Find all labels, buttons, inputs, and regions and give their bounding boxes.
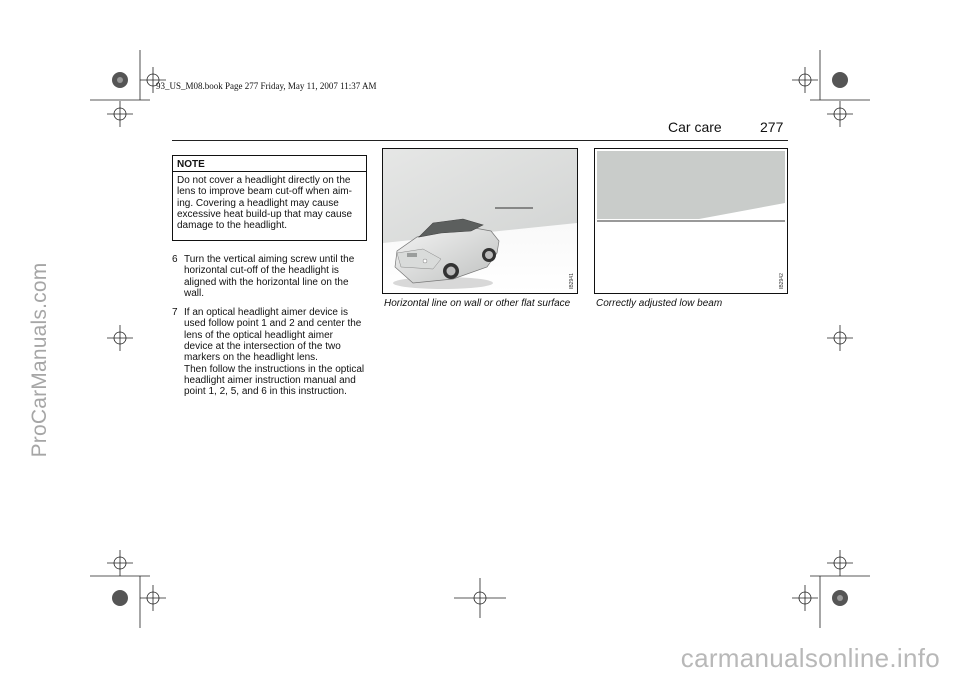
note-line: ing. Covering a headlight may cause bbox=[177, 197, 339, 209]
crosshair-icon bbox=[454, 578, 506, 618]
step-line: markers on the headlight lens. bbox=[184, 352, 318, 364]
step-line: Turn the vertical aiming screw until the bbox=[184, 254, 355, 265]
note-line: Do not cover a headlight directly on the bbox=[177, 175, 351, 186]
bottom-watermark: carmanualsonline.info bbox=[680, 643, 940, 673]
step-line: used follow point 1 and 2 and center the bbox=[184, 318, 362, 330]
step-number: 6 bbox=[172, 254, 178, 265]
figure-code: IB2941 bbox=[569, 273, 575, 289]
crosshair-icon bbox=[827, 101, 853, 127]
corner-dot-icon bbox=[112, 72, 128, 88]
step-line: horizontal cut-off of the headlight is bbox=[184, 265, 339, 277]
crosshair-icon bbox=[107, 550, 133, 576]
step-line: Then follow the instructions in the optical bbox=[184, 363, 365, 375]
note-line: damage to the headlight. bbox=[177, 220, 288, 232]
step-line: device at the intersection of the two bbox=[184, 341, 341, 353]
crosshair-icon bbox=[827, 550, 853, 576]
book-info-line: 93_US_M08.book Page 277 Friday, May 11, 2007 11:37 AM bbox=[156, 81, 377, 91]
side-watermark: ProCarManuals.com bbox=[28, 262, 51, 458]
figure-caption: Horizontal line on wall or other flat surface bbox=[384, 298, 571, 309]
note-line: excessive heat build-up that may cause bbox=[177, 208, 353, 220]
step-line: If an optical headlight aimer device is bbox=[184, 307, 348, 319]
step-line: aligned with the horizontal line on the bbox=[184, 276, 349, 288]
step-line: headlight aimer instruction manual and bbox=[184, 374, 356, 386]
corner-dot-icon bbox=[112, 590, 128, 606]
crosshair-icon bbox=[792, 67, 818, 93]
figure-caption: Correctly adjusted low beam bbox=[596, 298, 723, 309]
section-title: Car care bbox=[668, 119, 722, 135]
step-line: point 1, 2, 5, and 6 in this instruction. bbox=[184, 386, 347, 398]
corner-dot-icon bbox=[832, 590, 848, 606]
crosshair-icon bbox=[792, 585, 818, 611]
figure-code: IB2942 bbox=[779, 273, 785, 289]
step-line: wall. bbox=[184, 287, 205, 299]
step-number: 7 bbox=[172, 307, 178, 319]
note-line: lens to improve beam cut-off when aim- bbox=[177, 186, 352, 198]
crosshair-icon bbox=[140, 585, 166, 611]
crosshair-icon bbox=[140, 67, 166, 93]
page-number: 277 bbox=[760, 119, 784, 135]
crosshair-icon bbox=[827, 325, 853, 351]
note-title: NOTE bbox=[173, 156, 366, 172]
crosshair-icon bbox=[107, 101, 133, 127]
corner-dot-icon bbox=[832, 72, 848, 88]
step-line: lens of the optical headlight aimer bbox=[184, 329, 333, 341]
crosshair-icon bbox=[107, 325, 133, 351]
